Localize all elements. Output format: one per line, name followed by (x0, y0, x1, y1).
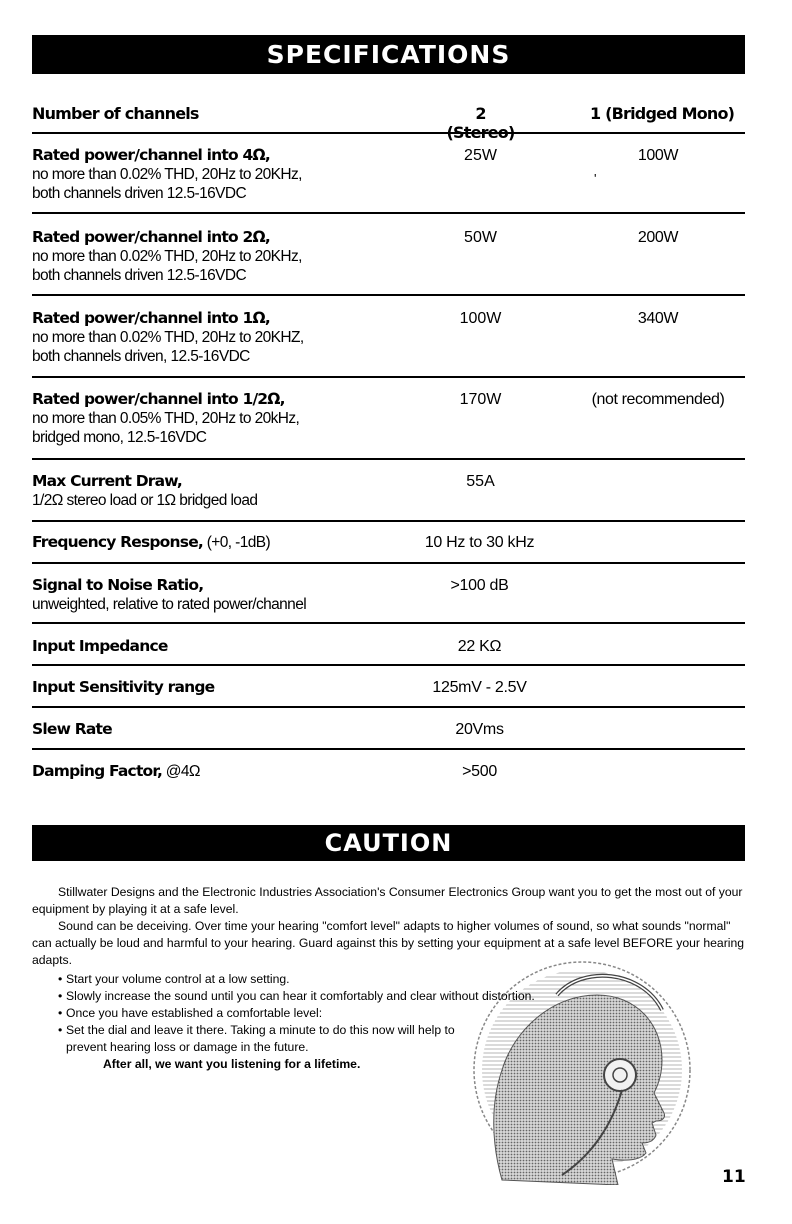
caution-bullet-2: • Slowly increase the sound until you can hear it comfortably and clear without distortion. (58, 988, 618, 1005)
row-label-suffix: (+0, -1dB) (203, 534, 271, 551)
row-sub-1: no more than 0.02% THD, 20Hz to 20KHZ, (32, 329, 304, 346)
row-sub-1: no more than 0.05% THD, 20Hz to 20kHz, (32, 410, 300, 427)
spec-header-row (32, 96, 745, 142)
caution-paragraph-2: Sound can be deceiving. Over time your hearing "comfort level" adapts to higher volumes of sound, so what sounds "normal" can actually be loud and harmful to your hearing. Guard against this by setting your equipment at a safe level BEFORE your hearing adapts. (32, 919, 745, 967)
row-label: Input Sensitivity range (32, 678, 215, 696)
value-stereo: 100W (459, 310, 502, 327)
value: >100 dB (450, 577, 509, 594)
spec-row-2ohm (32, 214, 745, 296)
value: >500 (462, 763, 497, 780)
value: 10 Hz to 30 kHz (424, 534, 535, 551)
caution-bullets (58, 971, 618, 1056)
value-bridged: 340W (637, 310, 679, 327)
header-stereo: 2 (Stereo) (446, 104, 515, 142)
caution-bullet-4: • Set the dial and leave it there. Taking a minute to do this now will help to prevent hearing loss or damage in the future. (58, 1022, 476, 1056)
row-label: Rated power/channel into 1/2Ω, (32, 390, 285, 408)
value-bridged: (not recommended) (591, 391, 725, 408)
row-sub-1: no more than 0.02% THD, 20Hz to 20KHz, (32, 248, 302, 265)
row-sub-1: unweighted, relative to rated power/channel (32, 596, 307, 613)
value: 55A (466, 473, 495, 490)
header-bridged: 1 (Bridged Mono) (590, 104, 735, 123)
spec-table (32, 96, 745, 790)
caution-bullet-1: • Start your volume control at a low setting. (58, 971, 618, 988)
caution-banner: CAUTION (32, 825, 745, 861)
row-sub-1: 1/2Ω stereo load or 1Ω bridged load (32, 492, 258, 509)
value: 22 KΩ (457, 638, 502, 655)
caution-paragraph-1: Stillwater Designs and the Electronic Industries Association's Consumer Electronics Group want you to get the most out of your equipment by playing it at a safe level. (32, 885, 743, 916)
row-sub-2: bridged mono, 12.5-16VDC (32, 429, 207, 446)
row-label: Damping Factor, (32, 762, 163, 780)
value-bridged: 100W (637, 147, 679, 164)
value-stereo: 170W (459, 391, 502, 408)
value-stereo: 25W (464, 147, 497, 164)
value: 20Vms (455, 721, 504, 738)
row-label: Frequency Response, (32, 533, 203, 551)
spec-row-max-current (32, 460, 745, 522)
spec-row-4ohm (32, 134, 745, 214)
value-bridged: 200W (637, 229, 679, 246)
spec-row-1ohm (32, 296, 745, 378)
caution-bullet-3: • Once you have established a comfortable level: (58, 1005, 618, 1022)
spec-row-input-sensitivity (32, 666, 745, 708)
row-sub-2: both channels driven 12.5-16VDC (32, 185, 247, 202)
spec-row-half-ohm (32, 378, 745, 460)
spec-row-input-impedance (32, 624, 745, 666)
row-label: Signal to Noise Ratio, (32, 576, 204, 594)
row-sub-2: both channels driven 12.5-16VDC (32, 267, 247, 284)
caution-closing: After all, we want you listening for a lifetime. (103, 1057, 361, 1071)
row-sub-1: no more than 0.02% THD, 20Hz to 20KHz, (32, 166, 302, 183)
spec-row-slew-rate (32, 708, 745, 750)
row-label: Rated power/channel into 2Ω, (32, 228, 270, 246)
spec-row-signal-noise (32, 564, 745, 624)
row-label: Max Current Draw, (32, 472, 182, 490)
row-sub-2: both channels driven, 12.5-16VDC (32, 348, 250, 365)
row-label-suffix: @4Ω (162, 763, 200, 780)
page-number: 11 (722, 1167, 746, 1187)
row-label: Rated power/channel into 4Ω, (32, 146, 270, 164)
value: 125mV - 2.5V (432, 679, 527, 696)
value-stereo: 50W (464, 229, 497, 246)
row-label: Slew Rate (32, 720, 112, 738)
stray-mark: ' (594, 171, 597, 186)
spec-row-damping-factor (32, 750, 745, 790)
row-label: Input Impedance (32, 637, 168, 655)
row-label: Rated power/channel into 1Ω, (32, 309, 270, 327)
header-label: Number of channels (32, 104, 199, 123)
spec-row-frequency-response (32, 522, 745, 564)
specifications-banner: SPECIFICATIONS (32, 35, 745, 74)
